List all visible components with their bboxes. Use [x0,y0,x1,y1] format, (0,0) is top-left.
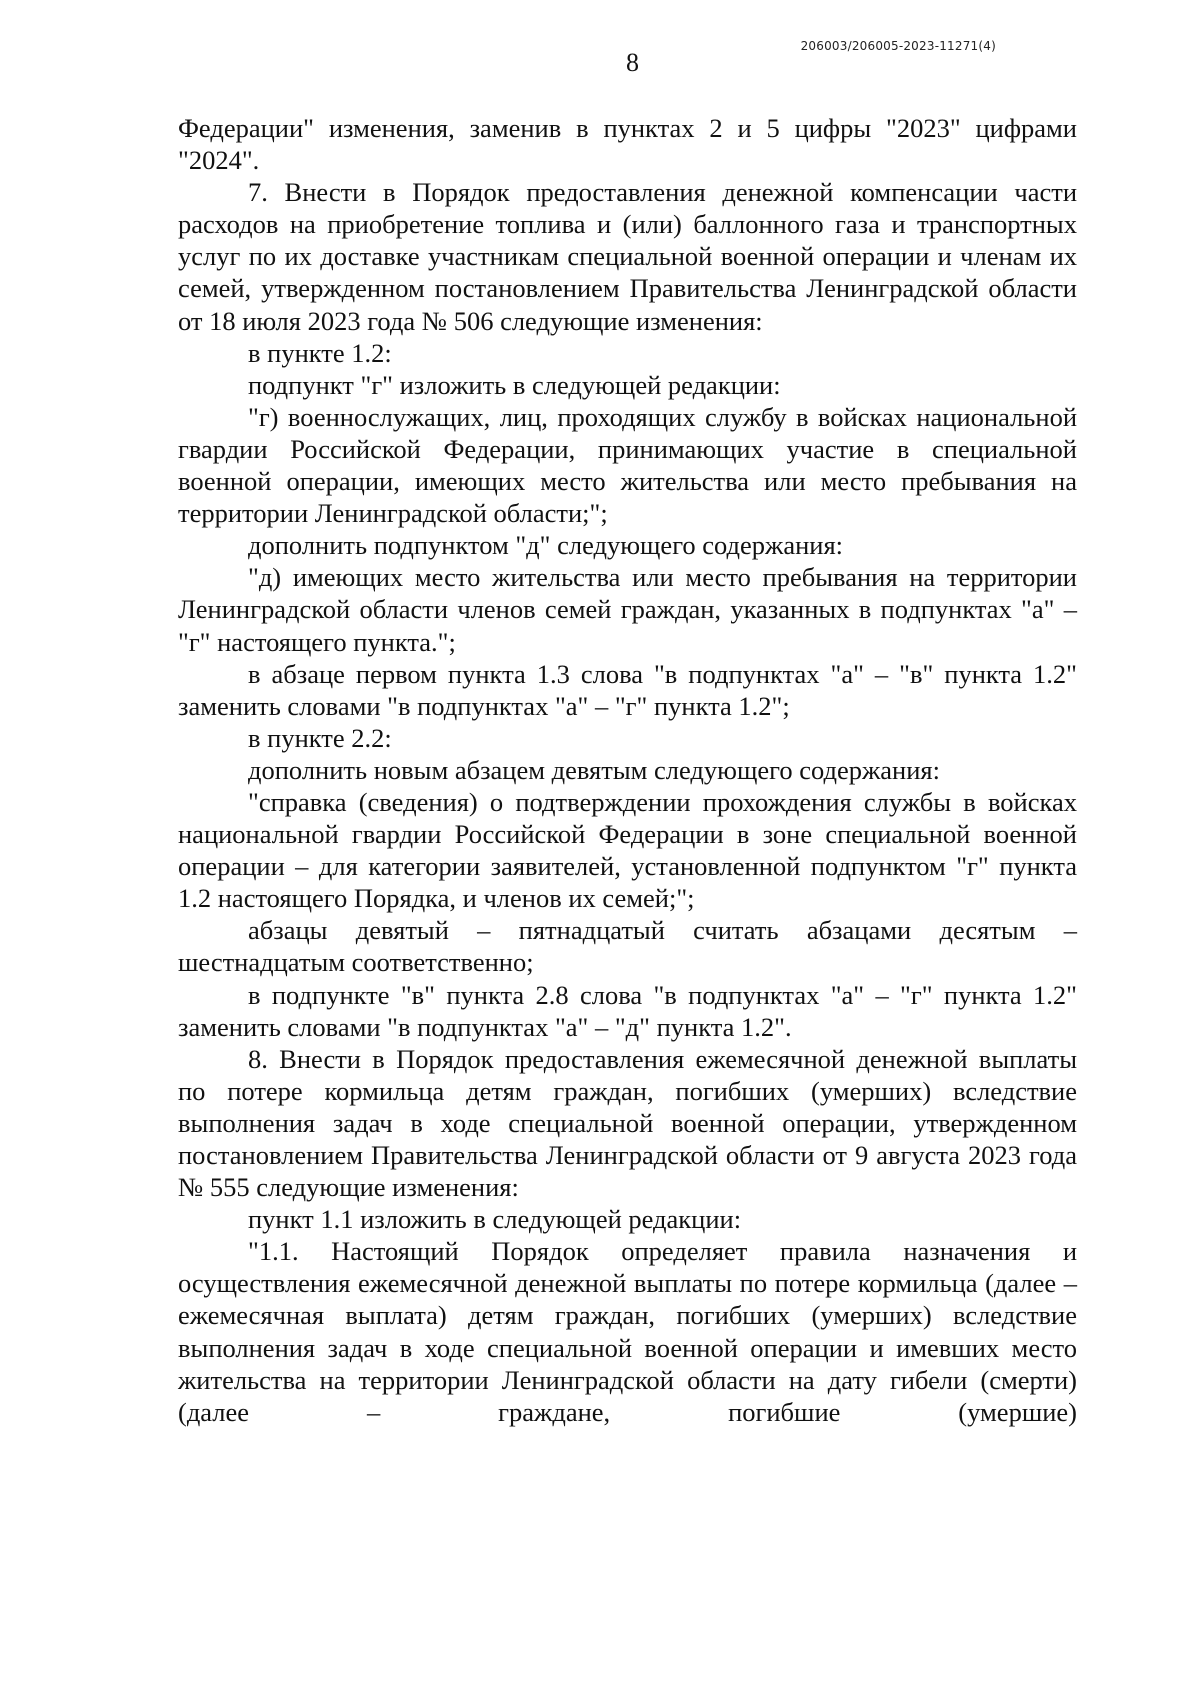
paragraph-subpoint-d-intro: дополнить подпунктом "д" следующего содержания: [248,530,844,561]
page-number: 8 [626,48,639,77]
paragraph-subsection-1-1-intro: пункт 1.1 изложить в следующей редакции: [248,1204,742,1235]
paragraph-item-8: 8. Внести в Порядок предоставления ежемесячной денежной выплаты по потере кормильца детям граждан, погибших (умерших) вследствие выполнения задач в ходе специальной военной операции, утвержденном постановлением Правительства Ленинградской области от 9 августа 2023 года № 555 следующие изменения: [178,1043,1077,1203]
paragraph-continuation: Федерации" изменения, заменив в пунктах 2 и 5 цифры "2023" цифрами "2024". [178,113,1077,176]
paragraph-renumbering: абзацы девятый – пятнадцатый считать абзацами десятым – шестнадцатым соответственно; [178,915,1077,978]
document-registration-number: 206003/206005-2023-11271(4) [800,39,996,53]
paragraph-subpoint-g-text: "г) военнослужащих, лиц, проходящих службу в войсках национальной гвардии Российской Федерации, принимающих участие в специальной военной операции, имеющих место жительства или место пребывания на территории Ленинградской области;"; [178,401,1077,529]
paragraph-item-7: 7. Внести в Порядок предоставления денежной компенсации части расходов на приобретение топлива и (или) баллонного газа и транспортных услуг по их доставке участникам специальной военной операции и членам их семей, утвержденном постановлением Правительства Ленинградской области от 18 июля 2023 года № 506 следующие изменения: [178,177,1077,336]
paragraph-subsection-1-1-text: "1.1. Настоящий Порядок определяет правила назначения и осуществления ежемесячной денежной выплаты по потере кормильца (далее – ежемесячная выплата) детям граждан, погибших (умерших) вследствие выполнения задач в ходе специальной военной операции и имевших место жительства на территории Ленинградской области на дату гибели (смерти) (далее – граждане, погибшие (умершие) [178,1236,1077,1427]
paragraph-ninth-abzac-intro: дополнить новым абзацем девятым следующего содержания: [248,754,940,785]
document-body [178,112,1077,1428]
paragraph-subpoint-g-intro: подпункт "г" изложить в следующей редакции: [248,369,781,400]
paragraph-subsection-2-8: в подпункте "в" пункта 2.8 слова "в подпунктах "а" – "г" пункта 1.2" заменить словами "в подпунктах "а" – "д" пункта 1.2". [178,979,1077,1042]
paragraph-subpoint-d-text: "д) имеющих место жительства или место пребывания на территории Ленинградской области членов семей граждан, указанных в подпунктах "а" – "г" настоящего пункта."; [178,562,1077,657]
paragraph-ninth-abzac-text: "справка (сведения) о подтверждении прохождения службы в войсках национальной гвардии Российской Федерации в зоне специальной военной операции – для категории заявителей, установленной подпунктом "г" пункта 1.2 настоящего Порядка, и членов их семей;"; [178,786,1077,914]
paragraph-subsection-1-2: в пункте 1.2: [248,337,392,368]
paragraph-subsection-2-2: в пункте 2.2: [248,722,392,753]
paragraph-subsection-1-3: в абзаце первом пункта 1.3 слова "в подпунктах "а" – "в" пункта 1.2" заменить словами "в подпунктах "а" – "г" пункта 1.2"; [178,658,1077,721]
